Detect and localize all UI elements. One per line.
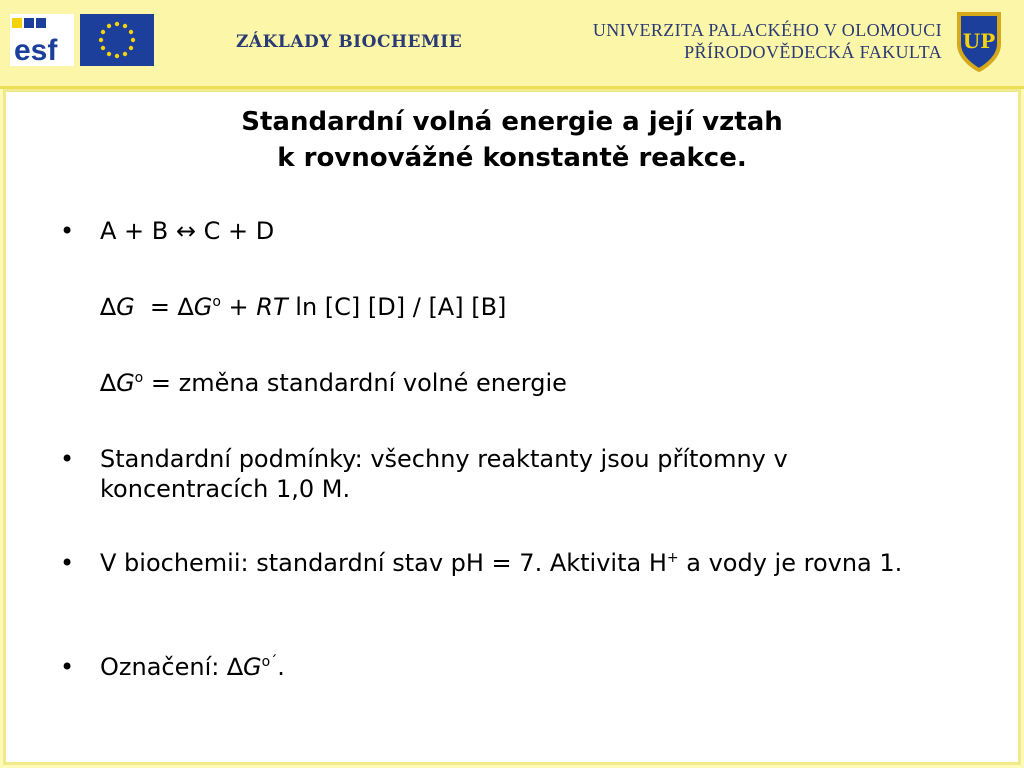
standard-conditions-text: Standardní podmínky: všechny reaktanty jsou přítomny v koncentracích 1,0 M. [100,445,788,503]
faculty-name: PŘÍRODOVĚDECKÁ FAKULTA [684,42,942,62]
notation-text [100,652,960,682]
eu-flag-icon [80,14,154,66]
header-banner [0,0,1024,89]
esf-logo [10,14,74,66]
university-name: UNIVERZITA PALACKÉHO V OLOMOUCI [592,20,942,40]
bullet-mark: • [60,445,75,473]
delta-symbol-3: ∆ [100,369,117,397]
g-symbol-3: G [116,369,135,397]
notation-period: . [277,653,285,681]
g-symbol-2: G [193,293,213,321]
bullet-mark: • [60,217,75,245]
biochemistry-text [100,548,960,578]
biochemistry-text-a: V biochemii: standardní stav pH = 7. Aktivita H [100,549,667,577]
ln-term: ln [C] [D] / [A] [B] [287,293,507,321]
biochemistry-text-b: a vody je rovna 1. [678,549,903,577]
university-crest-icon [954,10,1004,74]
standard-superscript: o [212,294,221,310]
reaction-text: A + B ↔ C + D [100,217,275,245]
slide-title-line2: k rovnovážné konstantě reakce. [277,143,747,173]
equation-delta-g [100,292,506,322]
biochem-standard-superscript: o´ [261,654,278,670]
delta-symbol: ∆ [100,293,117,321]
delta-symbol-4: ∆ [226,653,244,681]
standard-superscript-2: o [134,370,144,386]
course-title: ZÁKLADY BIOCHEMIE [236,32,463,52]
slide-title-line1: Standardní volná energie a její vztah [241,107,783,137]
h-plus-superscript: + [666,550,679,566]
plus: + [220,293,257,321]
crest-letters: UP [962,29,996,53]
bullet-mark: • [60,549,75,577]
delta-symbol-2: ∆ [177,293,194,321]
equals: = [134,293,178,321]
esf-logo-text: esf [14,34,58,66]
g-symbol-4: G [243,653,262,681]
slide-title [0,104,1024,176]
definition-text: = změna standardní volné energie [143,369,567,397]
rt-term: RT [256,293,288,321]
equation-definition [100,368,567,398]
notation-label: Označení: [100,653,227,681]
g-symbol: G [116,293,135,321]
bullet-mark: • [60,653,75,681]
